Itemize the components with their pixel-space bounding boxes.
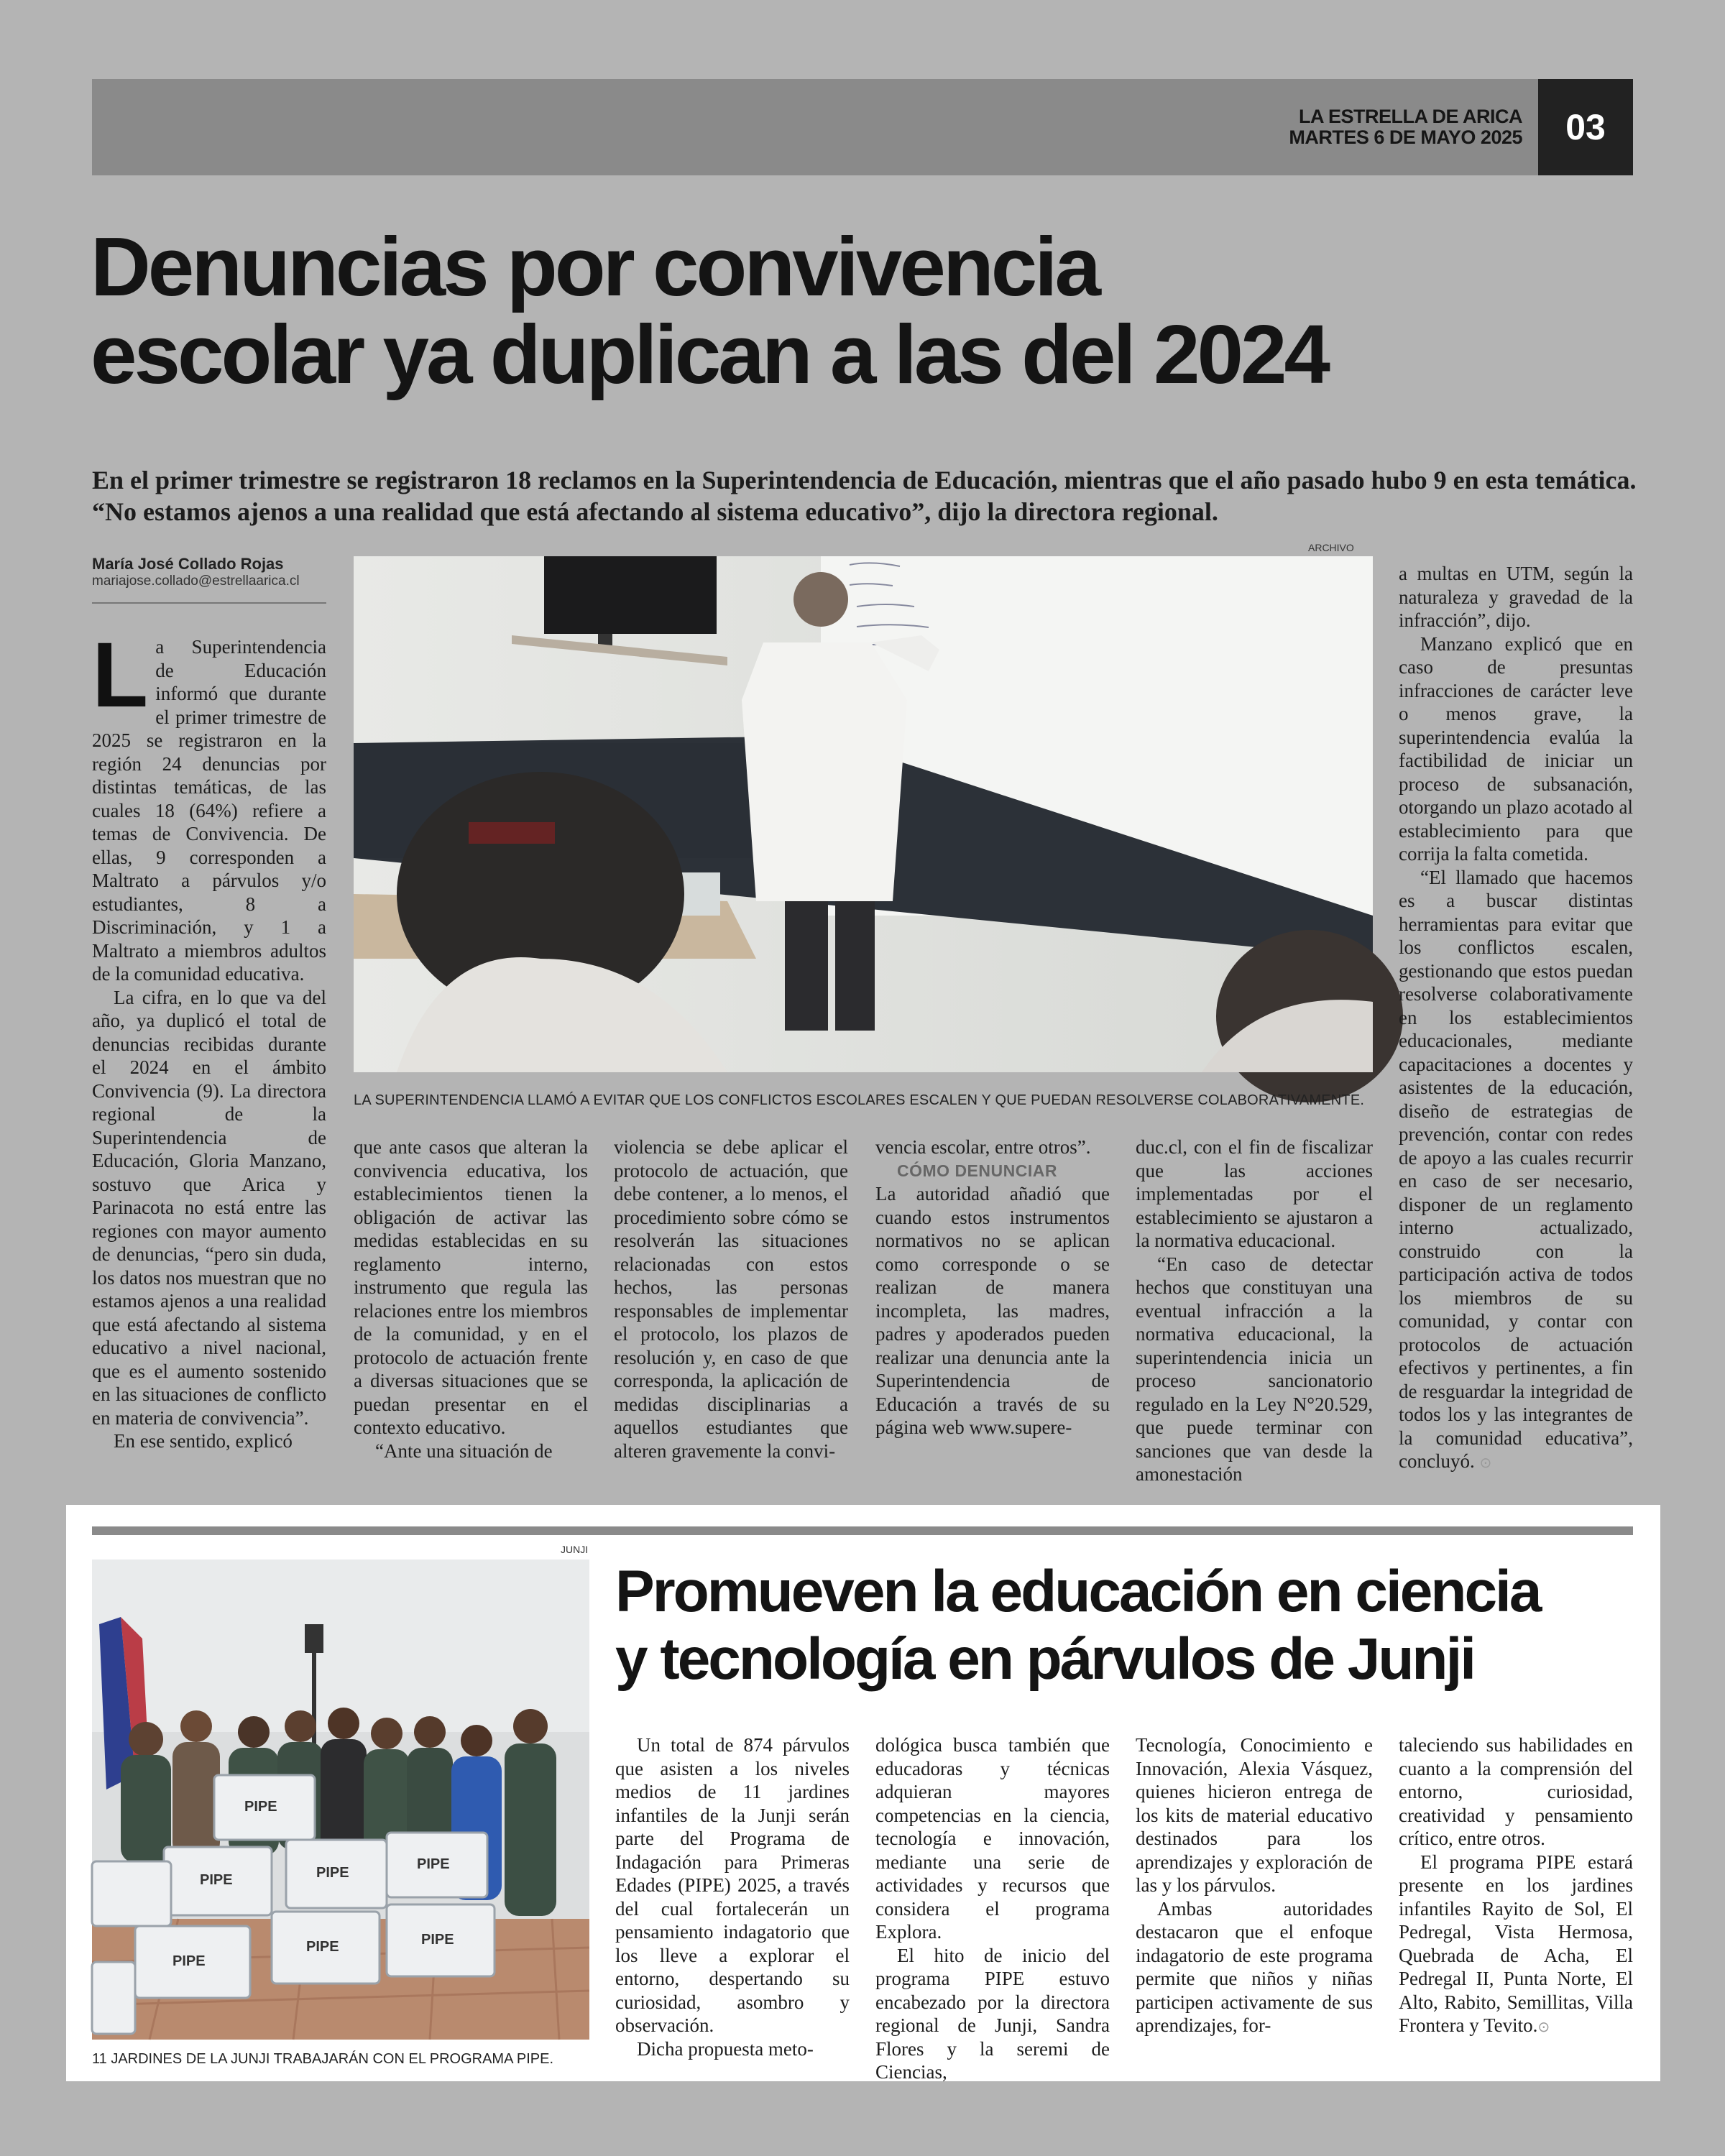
paragraph-text: El programa PIPE estará presente en los jardines infantiles Rayito de Sol, El Pedregal, Vista Hermosa, Quebrada de Acha, El Pedregal II, Punta Norte, El Alto, Rabito, Semillitas, Villa Frontera y Tevito. (1399, 1851, 1633, 2036)
paragraph: Tecnología, Conocimiento e Innovación, Alexia Vásquez, quienes hicieron entrega de los kits de material educativo destinados para los aprendizajes y exploración de las y los párvulos. (1136, 1734, 1373, 1896)
paragraph: violencia se debe aplicar el protocolo de actuación, que debe contener, a lo menos, el procedimiento sobre cómo se resolverán las situaciones relacionadas con estos hechos, las personas responsables de implementar el protocolo, los plazos de resolución y, en caso de que corresponda, la aplicación de medidas disciplinarias a aquellos estudiantes que alteren gravemente la convi- (614, 1136, 848, 1462)
paragraph: a Superintendencia de Educación informó que durante el primer trimestre de 2025 se registraron en la región 24 denuncias por distintas temáticas, de las cuales 18 (64%) refiere a temas de Convivencia. De ellas, 9 corresponden a Maltrato a párvulos y/o estudiantes, 8 a Discriminación, y 1 a Maltrato a miembros adultos de la comunidad educativa. (92, 636, 326, 985)
paragraph (1399, 1851, 1633, 2039)
box-label: PIPE (200, 1872, 233, 1888)
paragraph: Un total de 874 párvulos que asisten a los niveles medios de 11 jardines infantiles de la Junji serán parte del Programa de Indagación para Primeras Edades (PIPE) 2025, a través del cual fortalecerán un pensamiento indagatorio que los lleve a explorar el entorno, despertando su curiosidad, asombro y observación. (615, 1734, 850, 2036)
box-label: PIPE (316, 1865, 349, 1881)
main-headline (91, 220, 1643, 401)
paragraph: En ese sentido, explicó (114, 1430, 293, 1452)
main-column-1 (92, 624, 326, 1498)
main-column-6 (1399, 562, 1633, 1501)
box-label: PIPE (172, 1953, 206, 1969)
section-subhead: CÓMO DENUNCIAR (897, 1161, 1057, 1180)
box-label: PIPE (244, 1799, 277, 1815)
paragraph: El hito de inicio del programa PIPE estuvo encabezado por la directora regional de Junji, Sandra Flores y la seremi de Ciencias, (875, 1944, 1110, 2083)
main-column-3 (614, 1135, 848, 1498)
byline-email: mariajose.collado@estrellaarica.cl (92, 573, 300, 589)
main-column-5 (1136, 1135, 1373, 1498)
byline-name: María José Collado Rojas (92, 555, 284, 573)
paragraph: Manzano explicó que en caso de presuntas infracciones de carácter leve o menos grave, la superintendencia evalúa la factibilidad de iniciar un proceso de subsanación, otorgando un plazo acotado al establecimiento para que corrija la falta cometida. (1399, 632, 1633, 865)
box-label: PIPE (421, 1932, 454, 1948)
main-column-4 (875, 1135, 1110, 1498)
paragraph: La cifra, en lo que va del año, ya duplicó el total de denuncias recibidas durante el 2024 en el ámbito Convivencia (9). La directora regional de la Superintendencia de Educación, Gloria Manzano, sostuvo que Arica y Parinacota no está entre las regiones con mayor aumento de denuncias, “pero sin duda, los datos nos muestran que no estamos ajenos a una realidad que está afectando al sistema educativo a nivel nacional, que es el aumento sostenido en las situaciones de conflicto en materia de convivencia”. (92, 986, 326, 1429)
paragraph: “Ante una situación de (375, 1439, 553, 1462)
paragraph: vencia escolar, entre otros”. (875, 1136, 1091, 1158)
main-headline-line1: Denuncias por convivencia (91, 220, 1099, 313)
box-label: PIPE (306, 1939, 339, 1955)
end-mark-icon: ⊙ (1537, 2018, 1550, 2035)
byline-divider (92, 602, 326, 604)
page-number: 03 (1538, 79, 1633, 175)
paragraph-text: “El llamado que hacemos es a buscar distintas herramientas para evitar que los conflictos escalen, gestionando que estos puedan resolverse colaborativamente en los establecimientos educacionales, mediante capacitaciones a docentes y asistentes de la educación, diseño de estrategias de prevención, contar con redes de apoyo a las cuales recurrir en caso de ser necesario, disponer de un reglamento interno actualizado, construido con la participación activa de todos los miembros de su comunidad, y contar con protocolos de actuación efectivos y pertinentes, a fin de resguardar la integridad de todos los y las integrantes de la comunidad educativa”, concluyó. (1399, 866, 1633, 1472)
main-subhead: En el primer trimestre se registraron 18 reclamos en la Superintendencia de Educación, mientras que el año pasado hubo 9 en esta temática. “No estamos ajenos a una realidad que está afectando al sistema educativo”, dijo la directora regional. (92, 466, 1637, 526)
end-mark-icon: ⊙ (1479, 1454, 1492, 1471)
box-label: PIPE (417, 1856, 450, 1872)
classroom-photo-illustration (354, 556, 1373, 1072)
paragraph: Dicha propuesta meto- (637, 2037, 814, 2060)
group-photo-illustration (92, 1560, 589, 2040)
paragraph: Ambas autoridades destacaron que el enfoque indagatorio de este programa permite que niños y niñas participen activamente de sus aprendizajes, for- (1136, 1897, 1373, 2036)
junji-photo-caption: 11 JARDINES DE LA JUNJI TRABAJARÁN CON EL PROGRAMA PIPE. (92, 2051, 554, 2067)
bottom-headline (615, 1558, 1636, 1693)
bottom-column-2 (875, 1733, 1110, 2083)
bottom-column-1 (615, 1733, 850, 2071)
junji-photo (92, 1560, 589, 2040)
paragraph: dológica busca también que educadoras y técnicas adquieran mayores competencias en la ciencia, tecnología e innovación, mediante una serie de actividades y recursos que considera el programa Explora. (875, 1734, 1110, 1943)
photo-credit: ARCHIVO (1308, 542, 1354, 553)
main-photo (354, 556, 1373, 1072)
bottom-column-3 (1136, 1733, 1373, 2071)
main-column-2 (354, 1135, 588, 1498)
paragraph: taleciendo sus habilidades en cuanto a la comprensión del entorno, curiosidad, creatividad y pensamiento crítico, entre otros. (1399, 1734, 1633, 1849)
bottom-headline-line1: Promueven la educación en ciencia (615, 1559, 1540, 1624)
paragraph: duc.cl, con el fin de fiscalizar que las acciones implementadas por el establecimiento se ajustaron a la normativa educacional. (1136, 1136, 1373, 1251)
paragraph: a multas en UTM, según la naturaleza y gravedad de la infracción”, dijo. (1399, 563, 1633, 631)
paragraph (1399, 866, 1633, 1475)
publication-info (1289, 106, 1522, 148)
bottom-headline-line2: y tecnología en párvulos de Junji (615, 1626, 1475, 1692)
paragraph: que ante casos que alteran la convivencia educativa, los establecimientos tienen la obligación de activar las medidas establecidas en su reglamento interno, instrumento que regula las relaciones entre los miembros de la comunidad, y en el protocolo de actuación frente a diversas situaciones que se puedan presentar en el contexto educativo. (354, 1136, 588, 1438)
paragraph: La autoridad añadió que cuando estos instrumentos normativos no se aplican como corresponde o se realizan de manera incompleta, las madres, padres y apoderados pueden realizar una denuncia ante la Superintendencia de Educación a través de su página web www.supere- (875, 1183, 1110, 1438)
publication-name: LA ESTRELLA DE ARICA (1299, 106, 1522, 127)
paragraph: “En caso de detectar hechos que constituyan una eventual infracción a la normativa educacional, la superintendencia inicia un proceso sancionatorio regulado en la Ley N°20.529, que puede terminar con sanciones que van desde la amonestación (1136, 1253, 1373, 1485)
bottom-column-4 (1399, 1733, 1633, 2071)
photo-credit: JUNJI (561, 1544, 589, 1555)
main-headline-line2: escolar ya duplican a las del 2024 (91, 308, 1328, 401)
drop-cap: L (92, 624, 149, 727)
main-photo-caption: LA SUPERINTENDENCIA LLAMÓ A EVITAR QUE LOS CONFLICTOS ESCOLARES ESCALEN Y QUE PUEDAN RESOLVERSE COLABORATIVAMENTE. (354, 1092, 1365, 1108)
publication-date: MARTES 6 DE MAYO 2025 (1289, 126, 1522, 148)
bottom-article-rule (92, 1526, 1633, 1535)
